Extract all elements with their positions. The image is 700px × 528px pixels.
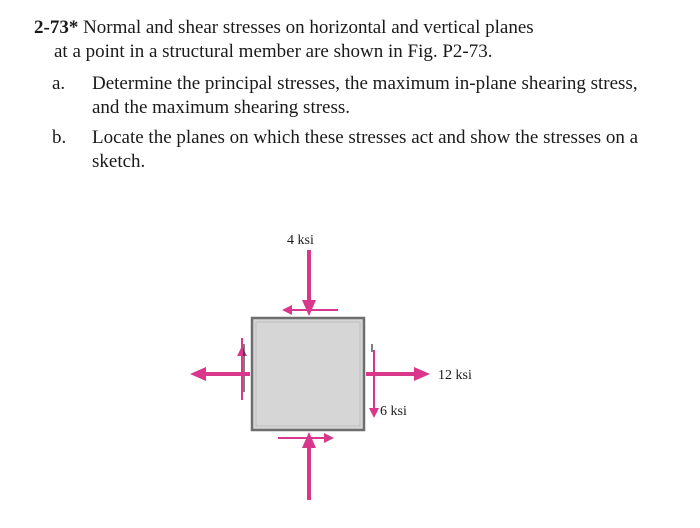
part-b-letter: b. bbox=[52, 127, 67, 148]
label-horizontal-stress: 12 ksi bbox=[438, 368, 472, 383]
part-a-letter: a. bbox=[52, 73, 66, 94]
part-a-text: Determine the principal stresses, the maximum in-plane shearing stress, and the maximum shearing stress. bbox=[92, 73, 638, 118]
problem-number: 2-73* bbox=[34, 17, 79, 38]
stress-element bbox=[252, 318, 364, 430]
label-vertical-stress: 4 ksi bbox=[287, 233, 314, 248]
problem-statement-line2: at a point in a structural member are shown in Fig. P2-73. bbox=[54, 41, 493, 62]
part-b-text: Locate the planes on which these stresses act and show the stresses on a sketch. bbox=[92, 127, 639, 172]
normal-arrow-top bbox=[302, 250, 316, 316]
normal-arrow-right bbox=[366, 367, 430, 381]
label-shear-stress: 6 ksi bbox=[380, 404, 407, 419]
problem-statement-line1: Normal and shear stresses on horizontal and vertical planes bbox=[83, 17, 534, 38]
normal-arrow-bottom bbox=[302, 432, 316, 500]
